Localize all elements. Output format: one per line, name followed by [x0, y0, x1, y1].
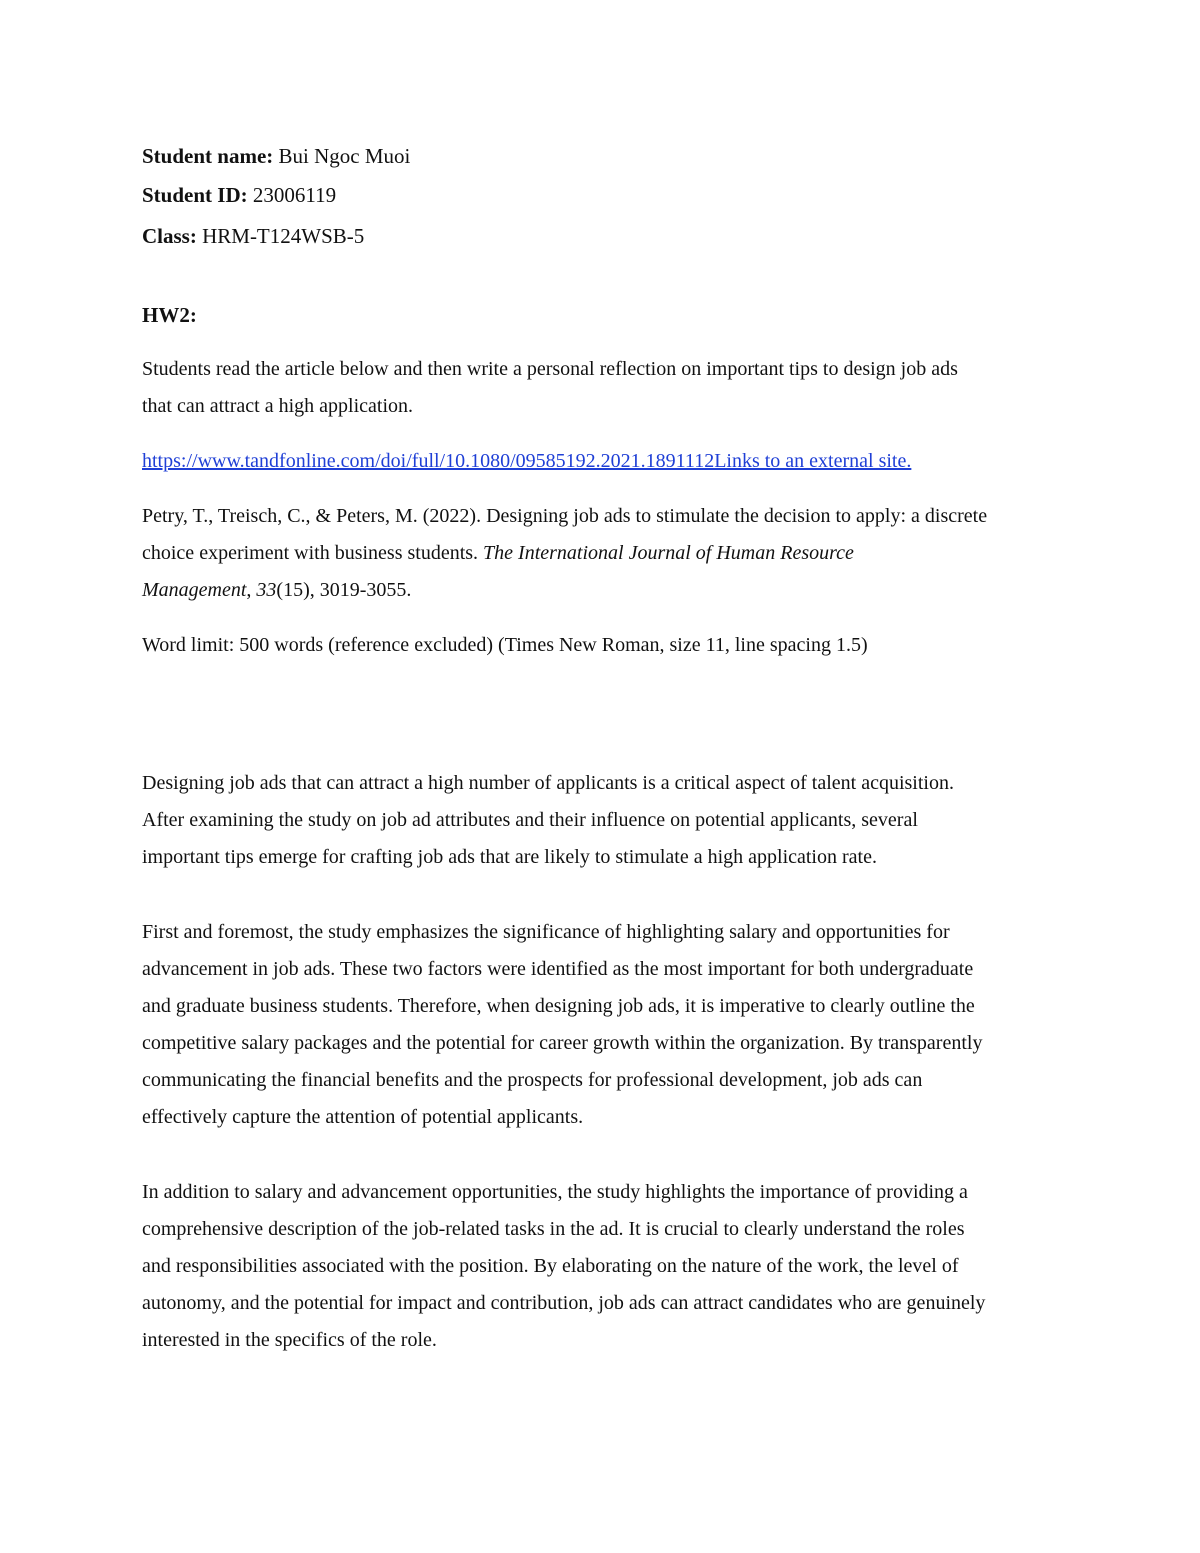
reference-separator: ,	[246, 579, 257, 601]
paragraph-line: comprehensive description of the job-related tasks in the ad. It is crucial to clearly understand the roles	[142, 1218, 965, 1240]
article-link[interactable]: https://www.tandfonline.com/doi/full/10.1080/09585192.2021.1891112Links to an external site.	[142, 450, 912, 472]
reference-line	[142, 572, 1062, 609]
class-line	[142, 223, 1062, 249]
class-value: HRM-T124WSB-5	[196, 224, 365, 248]
class-block	[142, 223, 1062, 249]
paragraph-line: effectively capture the attention of potential applicants.	[142, 1106, 584, 1128]
paragraph-line: interested in the specifics of the role.	[142, 1329, 437, 1351]
journal-title-end: Management	[142, 579, 247, 601]
paragraph-line: communicating the financial benefits and the prospects for professional development, job ads can	[142, 1069, 923, 1091]
student-name-label: Student name:	[142, 144, 274, 168]
student-id-value: 23006119	[247, 183, 337, 207]
paragraph-line: important tips emerge for crafting job ads that are likely to stimulate a high application rate.	[142, 846, 877, 868]
reference-pages: (15), 3019-3055.	[276, 579, 412, 601]
paragraph-line: First and foremost, the study emphasizes the significance of highlighting salary and opportunities for	[142, 921, 950, 943]
student-id-label: Student ID:	[142, 183, 248, 207]
word-limit-block	[142, 627, 1062, 664]
instruction-line: Students read the article below and then write a personal reflection on important tips to design job ads	[142, 358, 958, 380]
student-id-line	[142, 182, 1062, 208]
reference-text: choice experiment with business students.	[142, 542, 484, 564]
student-id-block	[142, 182, 1062, 208]
student-info	[142, 143, 1062, 169]
student-name-value: Bui Ngoc Muoi	[273, 144, 411, 168]
word-limit: Word limit: 500 words (reference excluded) (Times New Roman, size 11, line spacing 1.5)	[142, 634, 868, 656]
body-paragraph-1	[142, 765, 1062, 876]
paragraph-line: advancement in job ads. These two factors were identified as the most important for both undergraduate	[142, 958, 974, 980]
instructions	[142, 351, 1062, 425]
paragraph-line: and responsibilities associated with the position. By elaborating on the nature of the work, the level of	[142, 1255, 959, 1277]
body-paragraph-3	[142, 1174, 1062, 1359]
paragraph-line: In addition to salary and advancement opportunities, the study highlights the importance of providing a	[142, 1181, 968, 1203]
student-name-line	[142, 143, 1062, 169]
paragraph-line: After examining the study on job ad attributes and their influence on potential applicants, several	[142, 809, 918, 831]
body-paragraph-2	[142, 914, 1062, 1136]
journal-title: The International Journal of Human Resource	[483, 542, 854, 564]
paragraph-line: Designing job ads that can attract a high number of applicants is a critical aspect of talent acquisition.	[142, 772, 954, 794]
paragraph-line: competitive salary packages and the potential for career growth within the organization. By transparently	[142, 1032, 983, 1054]
article-link-block	[142, 443, 1062, 480]
paragraph-line: autonomy, and the potential for impact and contribution, job ads can attract candidates who are genuinely	[142, 1292, 986, 1314]
assignment-title-block	[142, 302, 1062, 328]
reference-line: Petry, T., Treisch, C., & Peters, M. (2022). Designing job ads to stimulate the decision to apply: a discrete	[142, 505, 988, 527]
instruction-line: that can attract a high application.	[142, 395, 413, 417]
reference-line	[142, 535, 1062, 572]
class-label: Class:	[142, 224, 197, 248]
journal-volume: 33	[256, 579, 277, 601]
paragraph-line: and graduate business students. Therefore, when designing job ads, it is imperative to clearly outline the	[142, 995, 975, 1017]
assignment-title: HW2:	[142, 303, 197, 327]
reference	[142, 498, 1062, 609]
